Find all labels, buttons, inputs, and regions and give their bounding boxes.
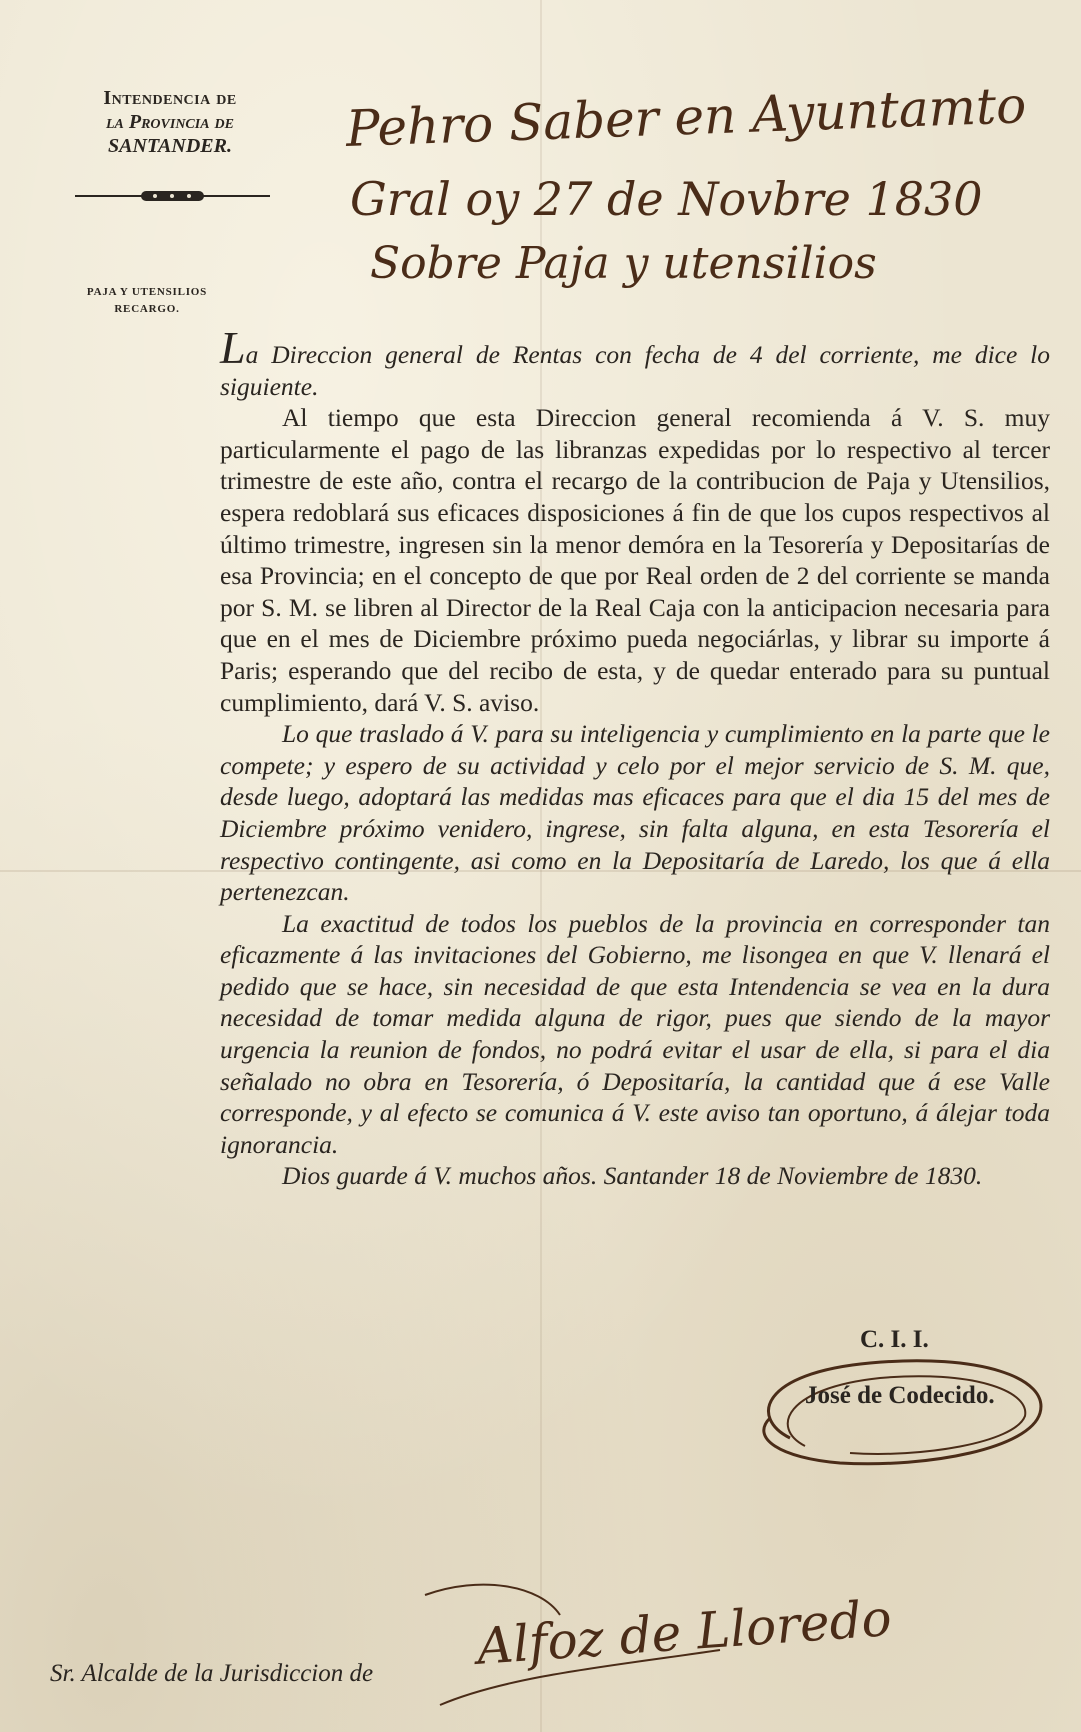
margin-note: [62, 284, 232, 318]
signatory-name: José de Codecido.: [805, 1382, 995, 1409]
handwritten-note-line-1: Pehro Saber en Ayuntamto: [345, 76, 1028, 158]
paragraph-intro-text: a Direccion general de Rentas con fecha de 4 del corriente, me dice lo siguiente.: [220, 340, 1050, 401]
paragraph-closing: Dios guarde á V. muchos años. Santander 18 de Noviembre de 1830.: [282, 1161, 983, 1191]
handwritten-note-line-3: Sobre Paja y utensilios: [370, 238, 877, 289]
address-printed: Sr. Alcalde de la Jurisdiccion de: [50, 1660, 374, 1687]
paragraph-quoted-order: Al tiempo que esta Direccion general recomienda á V. S. muy particularmente el pago de las libranzas expedidas por lo respectivo al tercer trimestre de este año, contra el recargo de la contribucion de Paja y Utensilios, espera redoblará sus eficaces disposiciones á fin de que los cupos respectivos al último trimestre, ingresen sin la menor demóra en la Tesorería y Depositarías de esa Provincia; en el concepto de que por Real orden de 2 del corriente se manda por S. M. se libren al Director de la Real Caja con la anticipacion necesaria para que en el mes de Diciembre próximo pueda negociárlas, y librar su importe á Paris; esperando que del recibo de esta, y de quedar enterado para su puntual cumplimiento, dará V. S. aviso.: [220, 403, 1050, 717]
paragraph-instruction: Lo que traslado á V. para su inteligencia y cumplimiento en la parte que le compete; y espero de su actividad y celo por el mejor servicio de S. M. que, desde luego, adoptará las medidas mas eficaces para que el dia 15 del mes de Diciembre próximo venidero, ingrese, sin falta alguna, en esta Tesorería el respectivo contingente, asi como en la Depositaría de Laredo, los que á ella pertenezcan.: [220, 719, 1050, 907]
margin-note-line-1: PAJA Y UTENSILIOS: [86, 286, 208, 298]
signature-block: [730, 1318, 1060, 1478]
paragraph-intro: [220, 322, 1050, 402]
paragraph-warning: La exactitud de todos los pueblos de la provincia en corresponder tan eficazmente á las invitaciones del Gobierno, me lisongea en que V. llenará el pedido que se hace, sin necesidad de que esta Intendencia se vea en la dura necesidad de tomar medida alguna de rigor, pues que siendo de la mayor urgencia la reunion de fondos, no podrá evitar el usar de ella, si para el dia señalado no obra en Tesorería, ó Depositaría, la cantidad que á ese Valle corresponde, y al efecto se comunica á V. este aviso tan oportuno, á álejar toda ignorancia.: [220, 908, 1050, 1159]
ornament-divider-icon: [75, 188, 270, 204]
address-handwritten: Alfoz de Lloredo: [475, 1589, 894, 1676]
handwritten-note-line-2: Gral oy 27 de Novbre 1830: [350, 172, 983, 226]
letterhead-line-2: la Provincia de: [105, 111, 235, 133]
letterhead: [55, 86, 285, 158]
letterhead-line-1: Intendencia de: [103, 87, 237, 109]
signature-initials: C. I. I.: [860, 1326, 929, 1353]
letter-body: [220, 322, 1050, 1192]
margin-note-line-2: RECARGO.: [114, 303, 180, 316]
letterhead-line-3: SANTANDER.: [108, 135, 232, 157]
drop-cap: L: [220, 322, 246, 373]
address-line: [50, 1660, 373, 1688]
